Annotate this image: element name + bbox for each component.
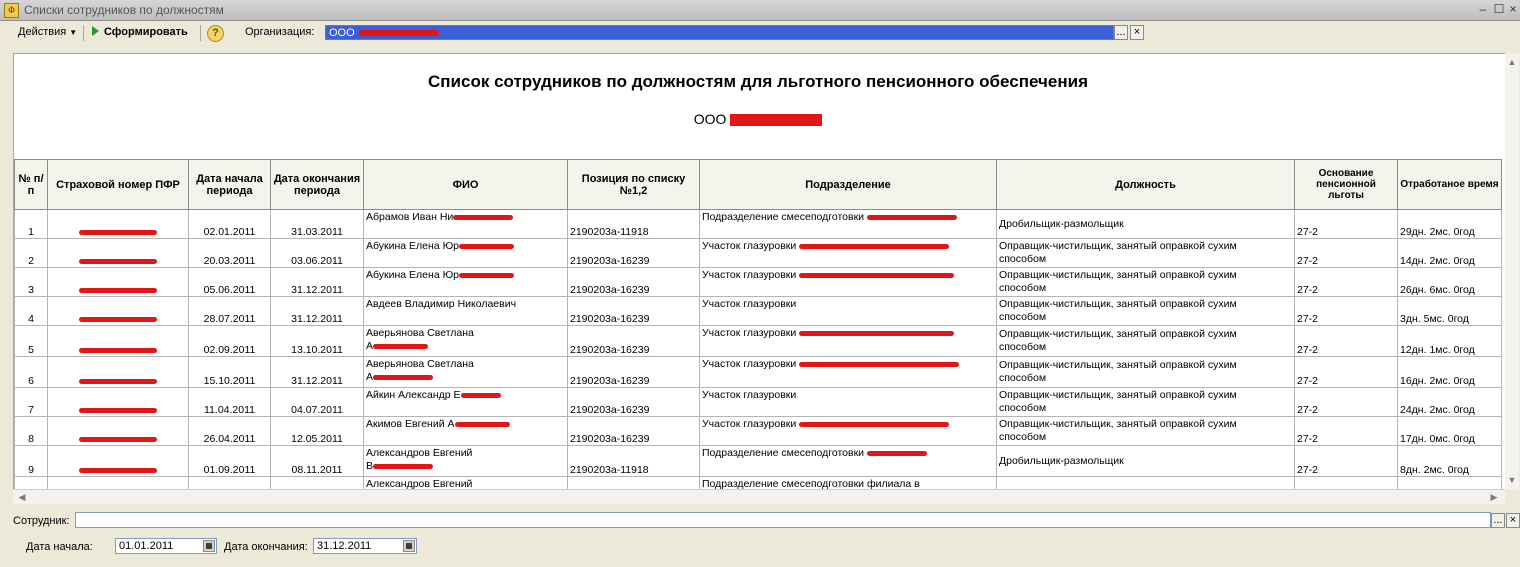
cell-department: Подразделение смесеподготовки филиала в bbox=[700, 477, 997, 491]
redaction-mark bbox=[79, 408, 157, 413]
employee-select-button[interactable]: ... bbox=[1491, 513, 1505, 528]
cell-basis bbox=[1295, 477, 1398, 491]
cell-start-date: 26.04.2011 bbox=[189, 417, 271, 446]
cell-worked-time: 16дн. 2мс. 0год bbox=[1398, 357, 1502, 388]
cell-department: Участок глазуровки bbox=[700, 388, 997, 417]
cell-end-date: 31.12.2011 bbox=[271, 357, 364, 388]
cell-snils bbox=[48, 326, 189, 357]
scroll-down-icon[interactable]: ▼ bbox=[1507, 475, 1517, 485]
cell-fio: Аверьянова Светлана А bbox=[364, 326, 568, 357]
column-header: Позиция по списку №1,2 bbox=[568, 160, 700, 210]
cell-job: Дробильщик-размольщик bbox=[997, 446, 1295, 477]
table-row bbox=[15, 239, 1502, 268]
redaction-mark bbox=[867, 451, 927, 456]
redaction-mark bbox=[867, 215, 957, 220]
minimize-icon[interactable]: – bbox=[1479, 2, 1487, 16]
start-date-label: Дата начала: bbox=[26, 541, 93, 553]
table-row bbox=[15, 297, 1502, 326]
cell-position: 2190203а-11918 bbox=[568, 210, 700, 239]
table-row bbox=[15, 326, 1502, 357]
cell-department: Подразделение смесеподготовки bbox=[700, 446, 997, 477]
cell-end-date: 31.12.2011 bbox=[271, 297, 364, 326]
cell-fio: Александров Евгений В bbox=[364, 446, 568, 477]
cell-basis: 27-2 bbox=[1295, 326, 1398, 357]
cell-number: 9 bbox=[15, 446, 48, 477]
cell-number bbox=[15, 477, 48, 491]
redaction-mark bbox=[79, 259, 157, 264]
help-icon[interactable]: ? bbox=[207, 25, 224, 42]
column-header: ФИО bbox=[364, 160, 568, 210]
cell-worked-time: 14дн. 2мс. 0год bbox=[1398, 239, 1502, 268]
cell-snils bbox=[48, 417, 189, 446]
close-icon[interactable]: × bbox=[1509, 2, 1517, 16]
cell-department: Участок глазуровки bbox=[700, 297, 997, 326]
redaction-mark bbox=[799, 331, 954, 336]
cell-basis: 27-2 bbox=[1295, 268, 1398, 297]
cell-position: 2190203а-11918 bbox=[568, 446, 700, 477]
cell-worked-time: 24дн. 2мс. 0год bbox=[1398, 388, 1502, 417]
column-header: Основание пенсионной льготы bbox=[1295, 160, 1398, 210]
cell-position: 2190203а-16239 bbox=[568, 417, 700, 446]
cell-worked-time: 29дн. 2мс. 0год bbox=[1398, 210, 1502, 239]
cell-start-date: 20.03.2011 bbox=[189, 239, 271, 268]
redaction-mark bbox=[79, 348, 157, 353]
cell-job: Оправщик-чистильщик, занятый оправкой сухим способом bbox=[997, 417, 1295, 446]
cell-department: Участок глазуровки bbox=[700, 417, 997, 446]
cell-job: Оправщик-чистильщик, занятый оправкой сухим способом bbox=[997, 326, 1295, 357]
cell-position: 2190203а-16239 bbox=[568, 388, 700, 417]
redaction-mark bbox=[79, 379, 157, 384]
cell-start-date: 28.07.2011 bbox=[189, 297, 271, 326]
cell-worked-time: 17дн. 0мс. 0год bbox=[1398, 417, 1502, 446]
cell-basis: 27-2 bbox=[1295, 446, 1398, 477]
cell-start-date bbox=[189, 477, 271, 491]
column-header: Дата окончания периода bbox=[271, 160, 364, 210]
calendar-icon[interactable]: ▦ bbox=[403, 540, 415, 552]
cell-department: Участок глазуровки bbox=[700, 239, 997, 268]
redaction-mark bbox=[359, 30, 439, 36]
cell-department: Участок глазуровки bbox=[700, 268, 997, 297]
cell-start-date: 02.01.2011 bbox=[189, 210, 271, 239]
redaction-mark bbox=[459, 273, 514, 278]
redaction-mark bbox=[799, 422, 949, 427]
cell-basis: 27-2 bbox=[1295, 297, 1398, 326]
end-date-label: Дата окончания: bbox=[224, 541, 308, 553]
actions-menu[interactable]: Действия ▼ bbox=[18, 26, 78, 38]
organization-clear-button[interactable]: × bbox=[1130, 25, 1144, 40]
redaction-mark bbox=[79, 468, 157, 473]
cell-worked-time: 12дн. 1мс. 0год bbox=[1398, 326, 1502, 357]
cell-fio: Авдеев Владимир Николаевич bbox=[364, 297, 568, 326]
toolbar bbox=[0, 21, 1520, 45]
cell-department: Участок глазуровки bbox=[700, 357, 997, 388]
cell-job bbox=[997, 477, 1295, 491]
report-document bbox=[13, 53, 1507, 490]
toolbar-separator bbox=[83, 25, 84, 41]
window-titlebar bbox=[0, 0, 1520, 21]
redaction-mark bbox=[455, 422, 510, 427]
redaction-mark bbox=[79, 230, 157, 235]
cell-number: 7 bbox=[15, 388, 48, 417]
cell-number: 6 bbox=[15, 357, 48, 388]
column-header: Отработаное время bbox=[1398, 160, 1502, 210]
redaction-mark bbox=[730, 114, 822, 126]
cell-snils bbox=[48, 210, 189, 239]
organization-field[interactable]: ООО bbox=[325, 25, 1114, 40]
redaction-mark bbox=[373, 464, 433, 469]
cell-worked-time: 26дн. 6мс. 0год bbox=[1398, 268, 1502, 297]
cell-number: 5 bbox=[15, 326, 48, 357]
table-header-row bbox=[15, 160, 1502, 210]
cell-job: Оправщик-чистильщик, занятый оправкой сухим способом bbox=[997, 297, 1295, 326]
cell-snils bbox=[48, 297, 189, 326]
cell-basis: 27-2 bbox=[1295, 388, 1398, 417]
cell-fio: Абрамов Иван Ни bbox=[364, 210, 568, 239]
table-row bbox=[15, 477, 1502, 491]
cell-start-date: 15.10.2011 bbox=[189, 357, 271, 388]
column-header: № п/п bbox=[15, 160, 48, 210]
redaction-mark bbox=[799, 244, 949, 249]
redaction-mark bbox=[799, 362, 959, 367]
employee-field[interactable] bbox=[75, 512, 1491, 528]
redaction-mark bbox=[459, 244, 514, 249]
start-date-field[interactable]: 01.01.2011 ▦ bbox=[115, 538, 217, 554]
report-title: Список сотрудников по должностям для льготного пенсионного обеспечения bbox=[428, 72, 1088, 91]
column-header: Должность bbox=[997, 160, 1295, 210]
redaction-mark bbox=[373, 344, 428, 349]
cell-fio: Акимов Евгений А bbox=[364, 417, 568, 446]
cell-number: 8 bbox=[15, 417, 48, 446]
cell-fio: Аверьянова Светлана А bbox=[364, 357, 568, 388]
cell-end-date: 04.07.2011 bbox=[271, 388, 364, 417]
end-date-field[interactable]: 31.12.2011 ▦ bbox=[313, 538, 417, 554]
redaction-mark bbox=[79, 288, 157, 293]
cell-fio: Абукина Елена Юр bbox=[364, 268, 568, 297]
cell-end-date: 13.10.2011 bbox=[271, 326, 364, 357]
redaction-mark bbox=[79, 317, 157, 322]
cell-job: Оправщик-чистильщик, занятый оправкой сухим способом bbox=[997, 239, 1295, 268]
cell-number: 3 bbox=[15, 268, 48, 297]
cell-snils bbox=[48, 268, 189, 297]
scroll-right-icon[interactable]: ▶ bbox=[1490, 492, 1498, 502]
report-organization: ООО bbox=[14, 111, 1502, 127]
organization-select-button[interactable]: ... bbox=[1114, 25, 1128, 40]
cell-basis: 27-2 bbox=[1295, 210, 1398, 239]
cell-end-date bbox=[271, 477, 364, 491]
dropdown-arrow-icon: ▼ bbox=[69, 28, 78, 37]
cell-worked-time bbox=[1398, 477, 1502, 491]
cell-end-date: 03.06.2011 bbox=[271, 239, 364, 268]
table-row bbox=[15, 357, 1502, 388]
table-row bbox=[15, 388, 1502, 417]
cell-snils bbox=[48, 446, 189, 477]
employee-clear-button[interactable]: × bbox=[1506, 513, 1520, 528]
cell-fio: Айкин Александр Е bbox=[364, 388, 568, 417]
table-row bbox=[15, 446, 1502, 477]
generate-button[interactable]: Сформировать bbox=[92, 26, 188, 38]
cell-snils bbox=[48, 477, 189, 491]
cell-snils bbox=[48, 357, 189, 388]
redaction-mark bbox=[373, 375, 433, 380]
cell-snils bbox=[48, 239, 189, 268]
column-header: Дата начала периода bbox=[189, 160, 271, 210]
cell-position: 2190203а-16239 bbox=[568, 326, 700, 357]
cell-job: Дробильщик-размольщик bbox=[997, 210, 1295, 239]
table-row bbox=[15, 210, 1502, 239]
cell-position: 2190203а-16239 bbox=[568, 357, 700, 388]
cell-end-date: 31.03.2011 bbox=[271, 210, 364, 239]
report-table bbox=[14, 159, 1502, 490]
toolbar-separator bbox=[200, 25, 201, 41]
column-header: Страховой номер ПФР bbox=[48, 160, 189, 210]
scroll-up-icon[interactable]: ▲ bbox=[1507, 57, 1517, 67]
cell-job: Оправщик-чистильщик, занятый оправкой сухим способом bbox=[997, 268, 1295, 297]
cell-snils bbox=[48, 388, 189, 417]
cell-job: Оправщик-чистильщик, занятый оправкой сухим способом bbox=[997, 388, 1295, 417]
cell-end-date: 12.05.2011 bbox=[271, 417, 364, 446]
cell-basis: 27-2 bbox=[1295, 239, 1398, 268]
redaction-mark bbox=[79, 437, 157, 442]
cell-position: 2190203а-16239 bbox=[568, 297, 700, 326]
cell-worked-time: 3дн. 5мс. 0год bbox=[1398, 297, 1502, 326]
redaction-mark bbox=[453, 215, 513, 220]
vertical-scrollbar[interactable] bbox=[1505, 53, 1519, 490]
cell-number: 1 bbox=[15, 210, 48, 239]
cell-department: Подразделение смесеподготовки bbox=[700, 210, 997, 239]
cell-fio: Александров Евгений bbox=[364, 477, 568, 491]
redaction-mark bbox=[461, 393, 501, 398]
app-icon: Ф bbox=[4, 3, 19, 18]
calendar-icon[interactable]: ▦ bbox=[203, 540, 215, 552]
cell-start-date: 01.09.2011 bbox=[189, 446, 271, 477]
cell-worked-time: 8дн. 2мс. 0год bbox=[1398, 446, 1502, 477]
table-row bbox=[15, 268, 1502, 297]
employee-label: Сотрудник: bbox=[13, 515, 70, 527]
cell-fio: Абукина Елена Юр bbox=[364, 239, 568, 268]
window-title: Списки сотрудников по должностям bbox=[24, 3, 224, 17]
scroll-left-icon[interactable]: ◀ bbox=[18, 492, 26, 502]
cell-department: Участок глазуровки bbox=[700, 326, 997, 357]
table-row bbox=[15, 417, 1502, 446]
cell-position bbox=[568, 477, 700, 491]
cell-basis: 27-2 bbox=[1295, 417, 1398, 446]
cell-start-date: 05.06.2011 bbox=[189, 268, 271, 297]
redaction-mark bbox=[799, 273, 954, 278]
cell-number: 4 bbox=[15, 297, 48, 326]
cell-end-date: 08.11.2011 bbox=[271, 446, 364, 477]
cell-start-date: 11.04.2011 bbox=[189, 388, 271, 417]
cell-position: 2190203а-16239 bbox=[568, 268, 700, 297]
cell-end-date: 31.12.2011 bbox=[271, 268, 364, 297]
cell-start-date: 02.09.2011 bbox=[189, 326, 271, 357]
cell-basis: 27-2 bbox=[1295, 357, 1398, 388]
column-header: Подразделение bbox=[700, 160, 997, 210]
organization-label: Организация: bbox=[245, 26, 315, 38]
cell-number: 2 bbox=[15, 239, 48, 268]
play-icon bbox=[92, 26, 99, 36]
cell-position: 2190203а-16239 bbox=[568, 239, 700, 268]
horizontal-scrollbar[interactable] bbox=[13, 489, 1505, 504]
cell-job: Оправщик-чистильщик, занятый оправкой сухим способом bbox=[997, 357, 1295, 388]
maximize-icon[interactable]: ☐ bbox=[1493, 2, 1505, 16]
